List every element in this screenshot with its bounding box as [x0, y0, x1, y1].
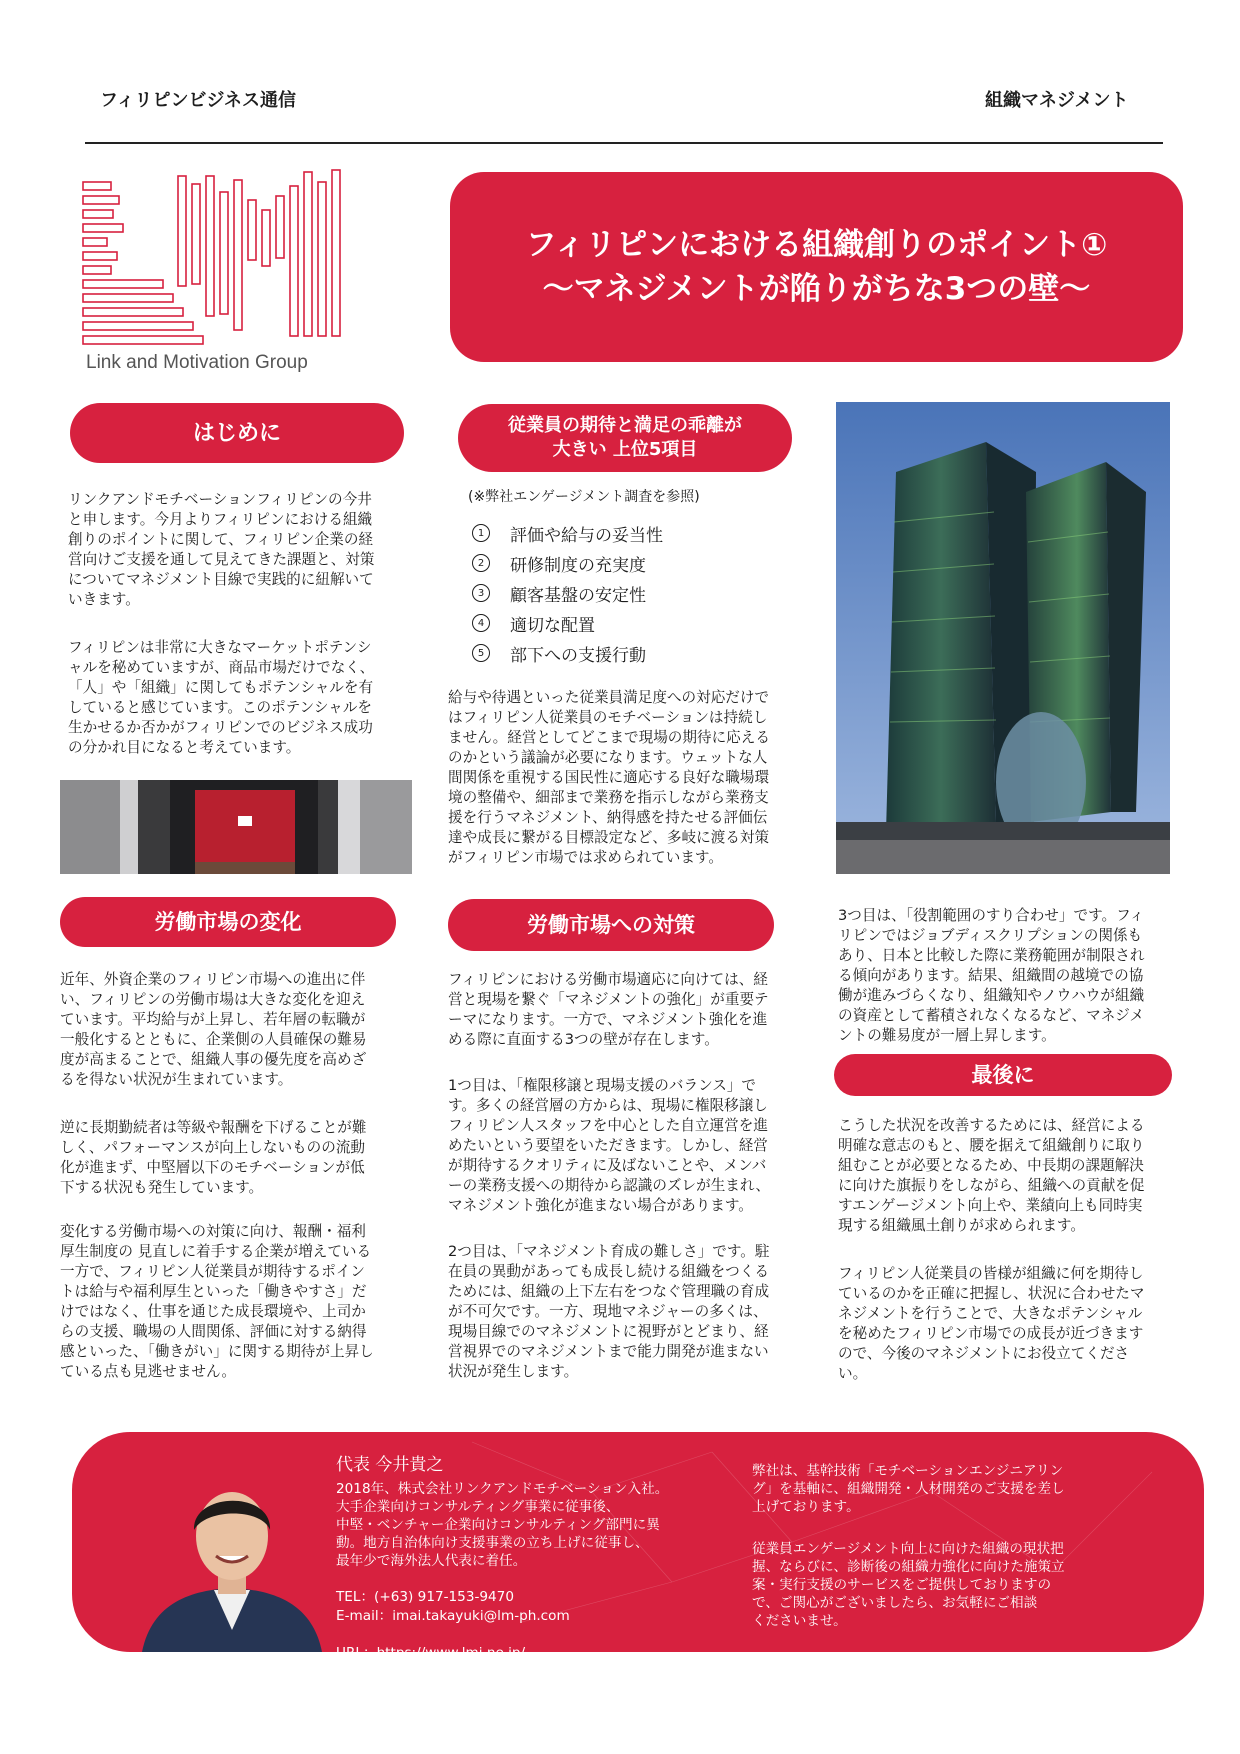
list-item: [466, 638, 663, 668]
service-description-2: 従業員エンゲージメント向上に向けた組織の現状把 握、ならびに、診断後の組織力強化に向けた施策立 案・実行支援のサービスをご提供しておりますの で、ご関心がございましたら、お気軽にご相談 くださいませ。: [752, 1541, 1065, 1629]
measures-paragraph-2: 1つ目は、「権限移譲と現場支援のバランス」で す。多くの経営層の方からは、現場に権限移譲し フィリピン人スタッフを中心とした自立運営を進 めたいという要望をいただきます。しかし、経営 が期待するクオリティに及ばないことや、メンバ ーの業務支援への期待から認識のズレが生まれ、 マネジメント強化が進まない場合があります。: [448, 1077, 770, 1214]
office-entrance-photo: [60, 780, 412, 874]
list-item: [466, 608, 663, 638]
author-profile-card: [72, 1432, 1204, 1661]
section-name: 組織マネジメント: [985, 90, 1129, 111]
avatar: [132, 1452, 332, 1652]
heading-labor-market-measures: 労働市場への対策: [448, 899, 774, 951]
contact-email: E-mail：imai.takayuki@lm-ph.com: [336, 1608, 570, 1624]
gap-paragraph: 給与や待遇といった従業員満足度への対応だけで はフィリピン人従業員のモチベーションは持続し ません。経営としてどこまで現場の期待に応える のかという議論が必要になります。ウェットな人 間関係を重視する国民性に適応する良好な職場環 境の整備や、細部まで業務を指示しながら業務支 援を行うマネジメント、納得感を持たせる評価伝 達や成長に繋がる目標設定など、多岐に渡る対策 がフィリピン市場では求められています。: [448, 689, 770, 866]
representative-name: 代表 今井貴之: [336, 1455, 444, 1475]
representative-bio: 2018年、株式会社リンクアンドモチベーション入社。 大手企業向けコンサルティング事業に従事後、 中堅・ベンチャー企業向けコンサルティング部門に異 動。地方自治体向け支援事業の立ち上げに従事し、 最年少で海外法人代表に着任。: [336, 1481, 669, 1569]
heading-introduction: はじめに: [70, 403, 404, 463]
rank-label: 顧客基盤の安定性: [510, 585, 646, 606]
service-description-1: 弊社は、基幹技術「モチベーションエンジニアリン グ」を基軸に、組織開発・人材開発のご支援を差し 上げております。: [752, 1463, 1065, 1515]
company-name: Link and Motivation Group: [86, 352, 308, 373]
conclusion-paragraph-2: フィリピン人従業員の皆様が組織に何を期待し ているのかを正確に把握し、状況に合わせたマ ネジメントを行うことで、大きなポテンシャル を秘めたフィリピン市場での成長が近づきます ので、今後のマネジメントにお役立てくださ い。: [838, 1265, 1145, 1382]
contact-tel: TEL：(+63) 917-153-9470: [336, 1589, 514, 1605]
gap-heading-line-2: 大きい 上位5項目: [552, 439, 698, 460]
header-divider: [85, 142, 1163, 144]
publication-name: フィリピンビジネス通信: [100, 90, 297, 111]
labor-paragraph-2: 逆に長期勤続者は等級や報酬を下げることが難 しく、パフォーマンスが向上しないものの流動 化が進まず、中堅層以下のモチベーションが低 下する状況も発生しています。: [60, 1119, 367, 1196]
url-label: URL：: [336, 1645, 377, 1661]
third-wall-paragraph: 3つ目は、「役割範囲のすり合わせ」です。フィ リピンではジョブディスクリプションの関係も あり、日本と比較した際に業務範囲が制限され る傾向があります。結果、組織間の越境での協 働が進みづらくなり、組織知やノウハウが組織 の資産として蓄積されなくなるなど、マネジメ ントの難易度が一層上昇します。: [838, 907, 1145, 1044]
labor-paragraph-3: 変化する労働市場への対策に向け、報酬・福利 厚生制度の 見直しに着手する企業が増えている 一方で、フィリピン人従業員が期待するポイン トは給与や福利厚生といった「働きやすさ」だ けではなく、仕事を通じた成長環境や、上司か らの支援、職場の人間関係、評価に対する納得 感といった、「働きがい」に関する期待が上昇し ている点も見逃せません。: [60, 1223, 374, 1380]
rank-label: 研修制度の充実度: [510, 555, 646, 576]
office-building-photo: [836, 402, 1170, 874]
gap-heading-line-1: 従業員の期待と満足の乖離が: [508, 415, 742, 436]
rank-number: 1: [472, 524, 490, 542]
measures-paragraph-1: フィリピンにおける労働市場適応に向けては、経 営と現場を繋ぐ「マネジメントの強化」が重要テ ーマになります。一方で、マネジメント強化を進 める際に直面する3つの壁が存在します。: [448, 971, 769, 1048]
intro-paragraph-2: フィリピンは非常に大きなマーケットポテンシ ャルを秘めていますが、商品市場だけでなく、 「人」や「組織」に関してもポテンシャルを有 していると感じています。このポテンシャルを 生かせるか否かがフィリピンでのビジネス成功 の分かれ目になると考えています。: [68, 639, 375, 756]
contact-url: [336, 1626, 525, 1662]
lm-logo-icon: [78, 166, 378, 346]
rank-number: 5: [472, 644, 490, 662]
company-logo: [78, 166, 378, 376]
labor-paragraph-1: 近年、外資企業のフィリピン市場への進出に伴 い、フィリピンの労働市場は大きな変化を迎え ています。平均給与が上昇し、若年層の転職が 一般化するとともに、企業側の人員確保の難易 度が高まることで、組織人事の優先度を高めざ るを得ない状況が生まれています。: [60, 971, 367, 1088]
title-line-2: 〜マネジメントが陥りがちな3つの壁〜: [542, 271, 1091, 307]
title-line-1: フィリピンにおける組織創りのポイント①: [525, 227, 1108, 263]
list-item: [466, 578, 663, 608]
rank-number: 4: [472, 614, 490, 632]
rank-number: 2: [472, 554, 490, 572]
list-item: [466, 518, 663, 548]
article-title: [450, 172, 1183, 362]
rank-label: 部下への支援行動: [510, 645, 646, 666]
conclusion-paragraph-1: こうした状況を改善するためには、経営による 明確な意志のもと、腰を据えて組織創りに取り 組むことが必要となるため、中長期の課題解決 に向けた旗振りをしながら、組織への貢献を促 すエンゲージメント向上や、業績向上も同時実 現する組織風土創りが求められます。: [838, 1117, 1145, 1234]
heading-labor-market-change: 労働市場の変化: [60, 897, 396, 947]
website-link[interactable]: https://www.lmi.ne.jp/: [376, 1645, 526, 1661]
survey-note: (※弊社エンゲージメント調査を参照): [468, 489, 700, 505]
measures-paragraph-3: 2つ目は、「マネジメント育成の難しさ」です。駐 在員の異動があっても成長し続ける組織をつくる ためには、組織の上下左右をつなぐ管理職の育成 が不可欠です。一方、現地マネジャーの多くは、 現場目線でのマネジメントに視野がとどまり、経 営視界でのマネジメントまで能力開発が進まない 状況が発生します。: [448, 1243, 770, 1380]
intro-paragraph-1: リンクアンドモチベーションフィリピンの今井 と申します。今月よりフィリピンにおける組織 創りのポイントに関して、フィリピン企業の経 営向けご支援を通して見えてきた課題と、対策 についてマネジメント目線で実践的に紐解いて いきます。: [68, 491, 375, 608]
heading-expectation-gap: [458, 404, 792, 472]
gap-ranking-list: [466, 518, 663, 668]
rank-number: 3: [472, 584, 490, 602]
heading-conclusion: 最後に: [834, 1054, 1172, 1096]
rank-label: 評価や給与の妥当性: [510, 525, 663, 546]
rank-label: 適切な配置: [510, 615, 595, 636]
list-item: [466, 548, 663, 578]
